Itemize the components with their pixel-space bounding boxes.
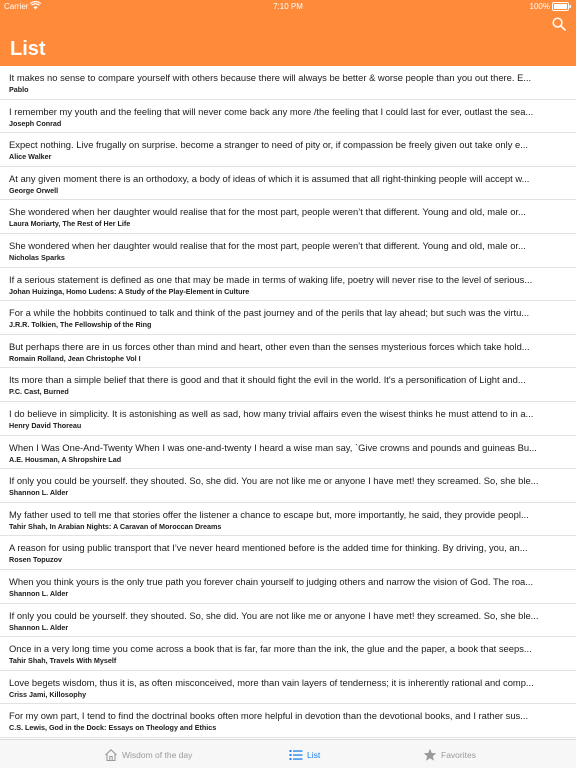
quote-text: For a while the hobbits continued to talk and think of the past journey and of the perils that lay ahead; but such was the virtu... <box>9 307 530 319</box>
list-item[interactable] <box>0 469 576 503</box>
list-item[interactable] <box>0 268 576 302</box>
quote-author: Romain Rolland, Jean Christophe Vol I <box>9 353 141 363</box>
quote-author: P.C. Cast, Burned <box>9 387 69 397</box>
quote-author: Pablo <box>9 85 29 94</box>
list-item[interactable] <box>0 604 576 638</box>
quote-text: But perhaps there are in us forces other than mind and heart, other even than the senses mysterious forces which take hold... <box>9 340 530 352</box>
quote-text: At any given moment there is an orthodoxy, a body of ideas of which it is assumed that all right-thinking people will accept w... <box>9 172 530 184</box>
search-icon <box>552 17 566 31</box>
quote-author: Tahir Shah, In Arabian Nights: A Caravan of Moroccan Dreams <box>9 521 222 531</box>
quote-text: Once in a very long time you come across a book that is far, far more than the ink, the glue and the paper, a book that seeps... <box>9 643 532 655</box>
list-item[interactable] <box>0 66 576 100</box>
quote-author: C.S. Lewis, God in the Dock: Essays on Theology and Ethics <box>9 723 217 733</box>
quote-author: Alice Walker <box>9 152 52 162</box>
quote-text: If only you could be yourself. they shouted. So, she did. You are not like me or anyone I have met! they screamed. So, she ble... <box>9 475 539 487</box>
quote-author: Shannon L. Alder <box>9 488 69 498</box>
quote-author: Shannon L. Alder <box>9 588 69 598</box>
quote-text: When I Was One-And-Twenty When I was one-and-twenty I heard a wise man say, `Give crowns and pounds and guineas Bu... <box>9 441 537 453</box>
quote-text: She wondered when her daughter would realise that for the most part, people weren’t that different. Young and old, male or... <box>9 239 526 251</box>
quote-list <box>0 66 576 738</box>
list-item[interactable] <box>0 301 576 335</box>
quote-author: A.E. Housman, A Shropshire Lad <box>9 454 122 464</box>
list-item[interactable] <box>0 402 576 436</box>
list-item[interactable] <box>0 368 576 402</box>
quote-author: Laura Moriarty, The Rest of Her Life <box>9 219 131 229</box>
list-item[interactable] <box>0 637 576 671</box>
star-icon <box>423 748 437 762</box>
quote-text: For my own part, I tend to find the doctrinal books often more helpful in devotion than the devotional books, and I rather sus... <box>9 710 529 722</box>
quote-author: Criss Jami, Killosophy <box>9 689 87 699</box>
list-item[interactable] <box>0 133 576 167</box>
status-bar <box>0 0 576 13</box>
quote-text: I remember my youth and the feeling that will never come back any more /the feeling that I could last for ever, outlast the sea... <box>9 105 534 117</box>
status-time: 7:10 PM <box>273 2 303 11</box>
list-item[interactable] <box>0 671 576 705</box>
list-item[interactable] <box>0 234 576 268</box>
quote-text: Its more than a simple belief that there is good and that it should fight the evil in the world. It's a personification of Light and... <box>9 374 526 386</box>
quote-author: Henry David Thoreau <box>9 420 82 430</box>
quote-author: George Orwell <box>9 185 59 195</box>
quote-author: Joseph Conrad <box>9 118 62 128</box>
search-button[interactable] <box>552 17 566 31</box>
battery-percentage: 100% <box>529 2 550 11</box>
quote-author: Rosen Topuzov <box>9 555 62 565</box>
tab-label: Wisdom of the day <box>122 749 193 760</box>
quote-text: I do believe in simplicity. It is astonishing as well as sad, how many trivial affairs even the wisest thinks he must attend to in a... <box>9 407 534 419</box>
nav-bar <box>0 13 576 66</box>
home-icon <box>104 748 118 762</box>
list-item[interactable] <box>0 167 576 201</box>
carrier-label: Carrier <box>4 2 29 11</box>
quote-text: Expect nothing. Live frugally on surprise. become a stranger to need of pity or, if compassion be freely given out take only e... <box>9 139 529 151</box>
quote-text: If a serious statement is defined as one that may be made in terms of waking life, poetry will never rise to the level of serious... <box>9 273 533 285</box>
quote-text: When you think yours is the only true path you forever chain yourself to judging others and narrow the vision of God. The roa... <box>9 575 534 587</box>
quote-author: Nicholas Sparks <box>9 252 65 262</box>
list-item[interactable] <box>0 503 576 537</box>
quote-author: J.R.R. Tolkien, The Fellowship of the Ring <box>9 320 152 330</box>
quote-author: Tahir Shah, Travels With Myself <box>9 656 117 666</box>
quote-text: It makes no sense to compare yourself with others because there will always be better & worse people than you out there. E... <box>9 72 532 83</box>
list-icon <box>289 748 303 762</box>
tab-wisdom-of-the-day[interactable] <box>104 740 192 769</box>
list-item[interactable] <box>0 335 576 369</box>
page-title: List <box>10 38 46 60</box>
quote-author: Johan Huizinga, Homo Ludens: A Study of the Play-Element in Culture <box>9 286 250 296</box>
list-item[interactable] <box>0 570 576 604</box>
quote-text: If only you could be yourself. they shouted. So, she did. You are not like me or anyone I have met! they screamed. So, she ble... <box>9 609 539 621</box>
tab-label: List <box>307 749 321 760</box>
quote-text: Love begets wisdom, thus it is, as often misconceived, more than vain layers of tenderness; it is inherently rational and comp... <box>9 676 534 688</box>
list-item[interactable] <box>0 536 576 570</box>
quote-text: My father used to tell me that stories offer the listener a chance to escape but, more importantly, he said, they provide peopl... <box>9 508 529 520</box>
quote-author: Shannon L. Alder <box>9 622 69 632</box>
tab-label: Favorites <box>441 749 476 760</box>
list-item[interactable] <box>0 100 576 134</box>
tab-favorites[interactable] <box>423 740 476 769</box>
tab-list[interactable] <box>289 740 320 769</box>
list-item[interactable] <box>0 704 576 738</box>
quote-text: She wondered when her daughter would realise that for the most part, people weren’t that different. Young and old, male or... <box>9 206 526 218</box>
quote-text: A reason for using public transport that I’ve never heard mentioned before is the added time for thinking. By driving, you, an... <box>9 542 528 554</box>
list-item[interactable] <box>0 200 576 234</box>
list-item[interactable] <box>0 436 576 470</box>
battery-icon <box>552 2 572 11</box>
tab-bar <box>0 739 576 768</box>
